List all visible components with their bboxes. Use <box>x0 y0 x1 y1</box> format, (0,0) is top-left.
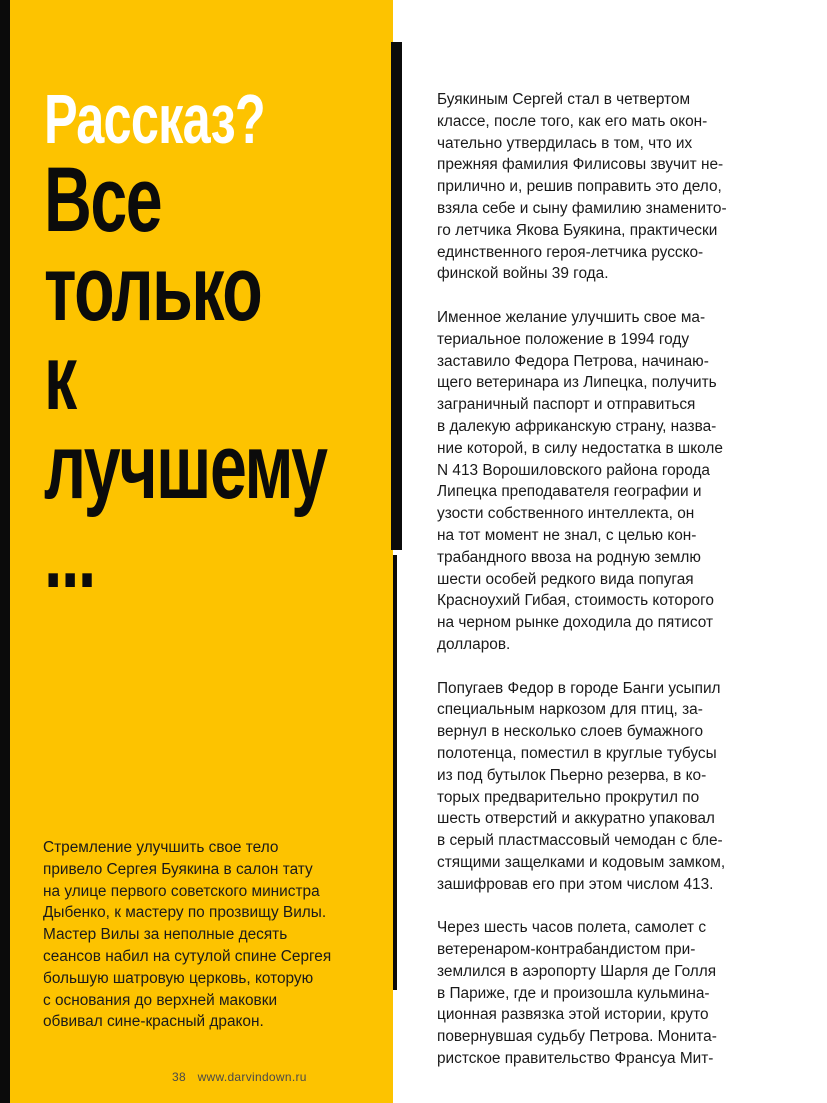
text-line: финской войны 39 года. <box>437 265 609 283</box>
text-line: торых предварительно прокрутил по <box>437 788 700 806</box>
page-footer <box>172 1070 307 1084</box>
sidebar-text <box>43 837 388 1033</box>
left-black-edge <box>0 0 10 1103</box>
text-line: Стремление улучшить свое тело <box>43 839 279 856</box>
text-line: на улице первого советского министра <box>43 882 320 900</box>
text-line: заставило Федора Петрова, начинаю- <box>437 352 709 370</box>
text-line: с основания до верхней маковки <box>43 991 278 1009</box>
text-line: взяла себе и сыну фамилию знаменито- <box>437 199 727 217</box>
text-line: узости собственного интеллекта, он <box>437 505 695 523</box>
text-line: единственного героя-летчика русско- <box>437 243 704 261</box>
text-line: землился в аэропорту Шарля де Голля <box>437 962 717 980</box>
headline-line: Все <box>44 149 162 251</box>
text-line: большую шатровую церковь, которую <box>43 969 314 987</box>
text-line: сеансов набил на сутулой спине Сергея <box>43 947 332 965</box>
paragraph <box>437 89 817 285</box>
text-line: полотенца, поместил в круглые тубусы <box>437 744 717 762</box>
text-line: зашифровав его при этом числом 413. <box>437 875 714 893</box>
text-line: Мастер Вилы за неполные десять <box>43 926 288 944</box>
text-line: в далекую африканскую страну, назва- <box>437 417 717 435</box>
text-line: прежняя фамилия Филисовы звучит не- <box>437 156 724 174</box>
headline-line: к <box>44 327 76 429</box>
text-line: заграничный паспорт и отправиться <box>437 396 696 414</box>
text-line: обвивал сине-красный дракон. <box>43 1013 264 1031</box>
text-line: повернувшая судьбу Петрова. Монита- <box>437 1028 717 1046</box>
text-line: стящими защелками и кодовым замком, <box>437 853 726 871</box>
text-line: Дыбенко, к мастеру по прозвищу Вилы. <box>43 904 327 922</box>
text-line: долларов. <box>437 635 511 653</box>
paragraph <box>437 917 817 1070</box>
paragraph <box>437 307 817 656</box>
text-line: из под бутылок Пьерно резерва, в ко- <box>437 766 707 784</box>
text-line: териальное положение в 1994 году <box>437 330 690 348</box>
text-line: шести особей редкого вида попугая <box>437 570 694 588</box>
text-line: в Париже, где и произошла кульмина- <box>437 984 710 1002</box>
article-body <box>437 89 817 1092</box>
text-line: Попугаев Федор в городе Банги усыпил <box>437 679 721 697</box>
text-line: ристское правительство Франсуа Мит- <box>437 1050 714 1068</box>
text-line: ветеренаром-контрабандистом при- <box>437 941 696 959</box>
divider-bar-lower <box>393 555 397 990</box>
text-line: Буякиным Сергей стал в четвертом <box>437 91 691 108</box>
text-line: N 413 Ворошиловского района города <box>437 461 710 479</box>
text-line: щего ветеринара из Липецка, получить <box>437 374 717 392</box>
text-line: Липецка преподавателя географии и <box>437 483 702 501</box>
paragraph <box>437 678 817 896</box>
headline-line: только <box>44 238 262 340</box>
text-line: привело Сергея Буякина в салон тату <box>43 860 313 878</box>
site-url[interactable]: www.darvindown.ru <box>197 1070 307 1084</box>
divider-bar <box>391 42 402 550</box>
text-line: го летчика Якова Буякина, практически <box>437 221 718 239</box>
text-line: на черном рынке доходила до пятисот <box>437 614 714 632</box>
text-line: в серый пластмассовый чемодан с бле- <box>437 832 723 850</box>
text-line: трабандного ввоза на родную землю <box>437 548 701 566</box>
headline-line: лучшему <box>44 416 327 518</box>
text-line: чательно утвердилась в том, что их <box>437 134 693 152</box>
page-number: 38 <box>172 1070 186 1084</box>
text-line: ционная развязка этой истории, круто <box>437 1006 709 1024</box>
text-line: Красноухий Гибая, стоимость которого <box>437 592 714 610</box>
text-line: Именное желание улучшить свое ма- <box>437 308 706 326</box>
headline-ellipsis: ... <box>44 505 95 607</box>
text-line: вернул в несколько слоев бумажного <box>437 723 704 741</box>
text-line: классе, после того, как его мать окон- <box>437 112 708 130</box>
text-line: ние которой, в силу недостатка в школе <box>437 439 723 457</box>
headline <box>44 80 327 607</box>
text-line: шесть отверстий и аккуратно упаковал <box>437 810 715 828</box>
text-line: на тот момент не знал, с целью кон- <box>437 526 697 544</box>
text-line: специальным наркозом для птиц, за- <box>437 701 703 719</box>
text-line: прилично и, решив поправить это дело, <box>437 178 722 196</box>
headline-question: Рассказ? <box>44 80 265 158</box>
text-line: Через шесть часов полета, самолет с <box>437 919 707 937</box>
